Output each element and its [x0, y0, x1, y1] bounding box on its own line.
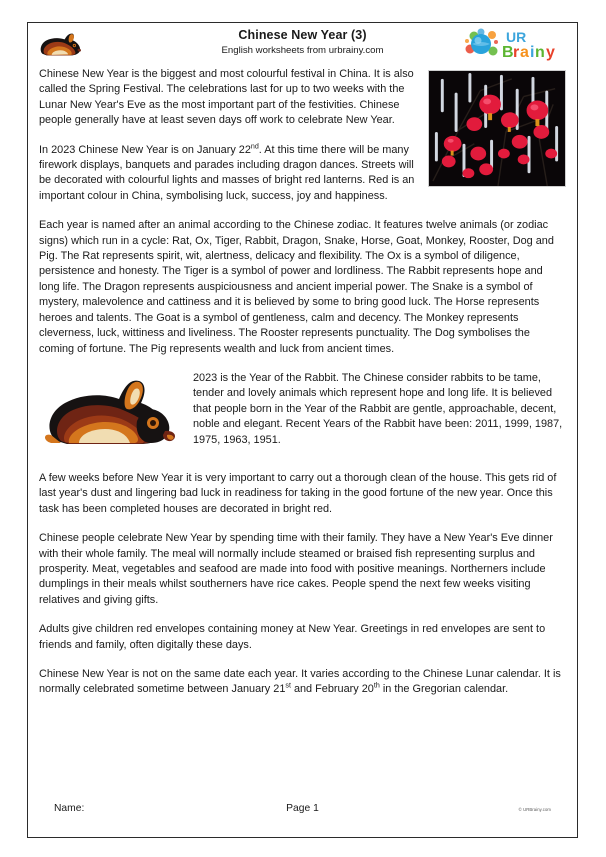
urbrainy-logo	[463, 27, 569, 63]
page-header	[28, 23, 577, 67]
page-title: Chinese New Year (3)	[238, 28, 367, 42]
page-subtitle: English worksheets from urbrainy.com	[221, 45, 384, 56]
svg-text:i: i	[530, 44, 535, 61]
p8-text-b: and February 20	[290, 683, 374, 696]
svg-text:B: B	[502, 44, 514, 61]
svg-text:a: a	[520, 44, 529, 61]
p8-text-a: Chinese New Year is not on the same date each year. It varies according to the Chinese Lunar calendar. It is normally celebrated sometime between January 21	[39, 667, 561, 696]
paragraph-cleaning: A few weeks before New Year it is very important to carry out a thorough clean of the house. This gets rid of last year's dust and lingering bad luck in readiness for taking in the good fortune of the new year. Once this task has been completed houses are decorated in bright red.	[39, 471, 557, 515]
paragraph-family-meal: Chinese people celebrate New Year by spending time with their family. They have a New Year's Eve dinner with their whole family. The meal will normally include steamed or braised fish representing surplus and prosperity. Meat, vegetables and seafood are made into food with positive meanings. Northerners include dumplings in their meals whilst southerners have rice cakes. People spend the next few weeks visiting relatives and giving gifts.	[39, 532, 553, 606]
chinese-lanterns-photo	[428, 70, 566, 187]
rabbit-paragraph-block	[39, 371, 566, 457]
paragraph-lunar-calendar	[39, 667, 566, 698]
page-footer	[28, 803, 577, 823]
p8-text-c: in the Gregorian calendar.	[379, 683, 509, 696]
worksheet-content	[28, 67, 577, 698]
paragraph-zodiac: Each year is named after an animal according to the Chinese zodiac. It features twelve animals (or zodiac signs) which run in a cycle: Rat, Ox, Tiger, Rabbit, Dragon, Snake, Horse, Goat, Monkey, Rooster, Dog and Pig. The Rat represents spirit, wit, alertness, delicacy and flexibility. The Ox is a symbol of diligence, persistence and honesty. The Tiger is a symbol of power and lordliness. The Rabbit represents hope and long life. The Dragon represents auspiciousness and ancient imperial power. The Snake is a symbol of mystery, malevolence and cattiness and it is believed by some to bring good luck. The Horse represents heroes and talents. The Goat is a symbol of gentleness, calm and decency. The Monkey represents cleverness, luck, wittiness and liveliness. The Rooster represents punctuality. The Dog symbolises the coming of fortune. The Pig represents wealth and luck from ancient times.	[39, 219, 554, 355]
paragraph-red-envelopes: Adults give children red envelopes containing money at New Year. Greetings in red envelopes are sent to friends and family, often digitally these days.	[39, 623, 546, 651]
p8-ordinal-suffix-1: st	[285, 681, 291, 690]
worksheet-page	[27, 22, 578, 838]
p8-ordinal-suffix-2: th	[373, 681, 380, 690]
copyright-notice: © URBrainy.com	[518, 807, 551, 812]
svg-text:y: y	[546, 44, 555, 61]
rabbit-illustration	[39, 373, 185, 455]
svg-text:r: r	[513, 44, 520, 61]
paragraph-year-of-rabbit: 2023 is the Year of the Rabbit. The Chinese consider rabbits to be tame, tender and lovely animals which represent hope and long life. It is believed that people born in the Year of the Rabbit are gentle, approachable, decent, noble and elegant. Recent Years of the Rabbit have been: 2011, 1999, 1987, 1975, 1963, 1951.	[193, 371, 563, 446]
svg-text:n: n	[535, 44, 545, 61]
paragraph-intro: Chinese New Year is the biggest and most colourful festival in China. It is also called the Spring Festival. The celebrations last for up to two weeks with the Lunar New Year's Eve as the most important part of the festivities. Chinese people generally have at least seven days off work to celebrate New Year.	[39, 68, 414, 127]
name-field-label: Name:	[54, 803, 85, 814]
p2-text-b: . At this time there will be many firework displays, banquets and parades including dragon dances. Streets will be decorated with colourful lights and masses of bright red lanterns. Red is an important colour in China, symbolising luck, success, joy and happiness.	[39, 143, 415, 202]
p2-ordinal-suffix: nd	[250, 142, 259, 150]
page-number: Page 1	[286, 803, 319, 814]
p2-text-a: In 2023 Chinese New Year is on January 22	[39, 143, 251, 156]
logo-text-ur: UR	[506, 29, 527, 45]
